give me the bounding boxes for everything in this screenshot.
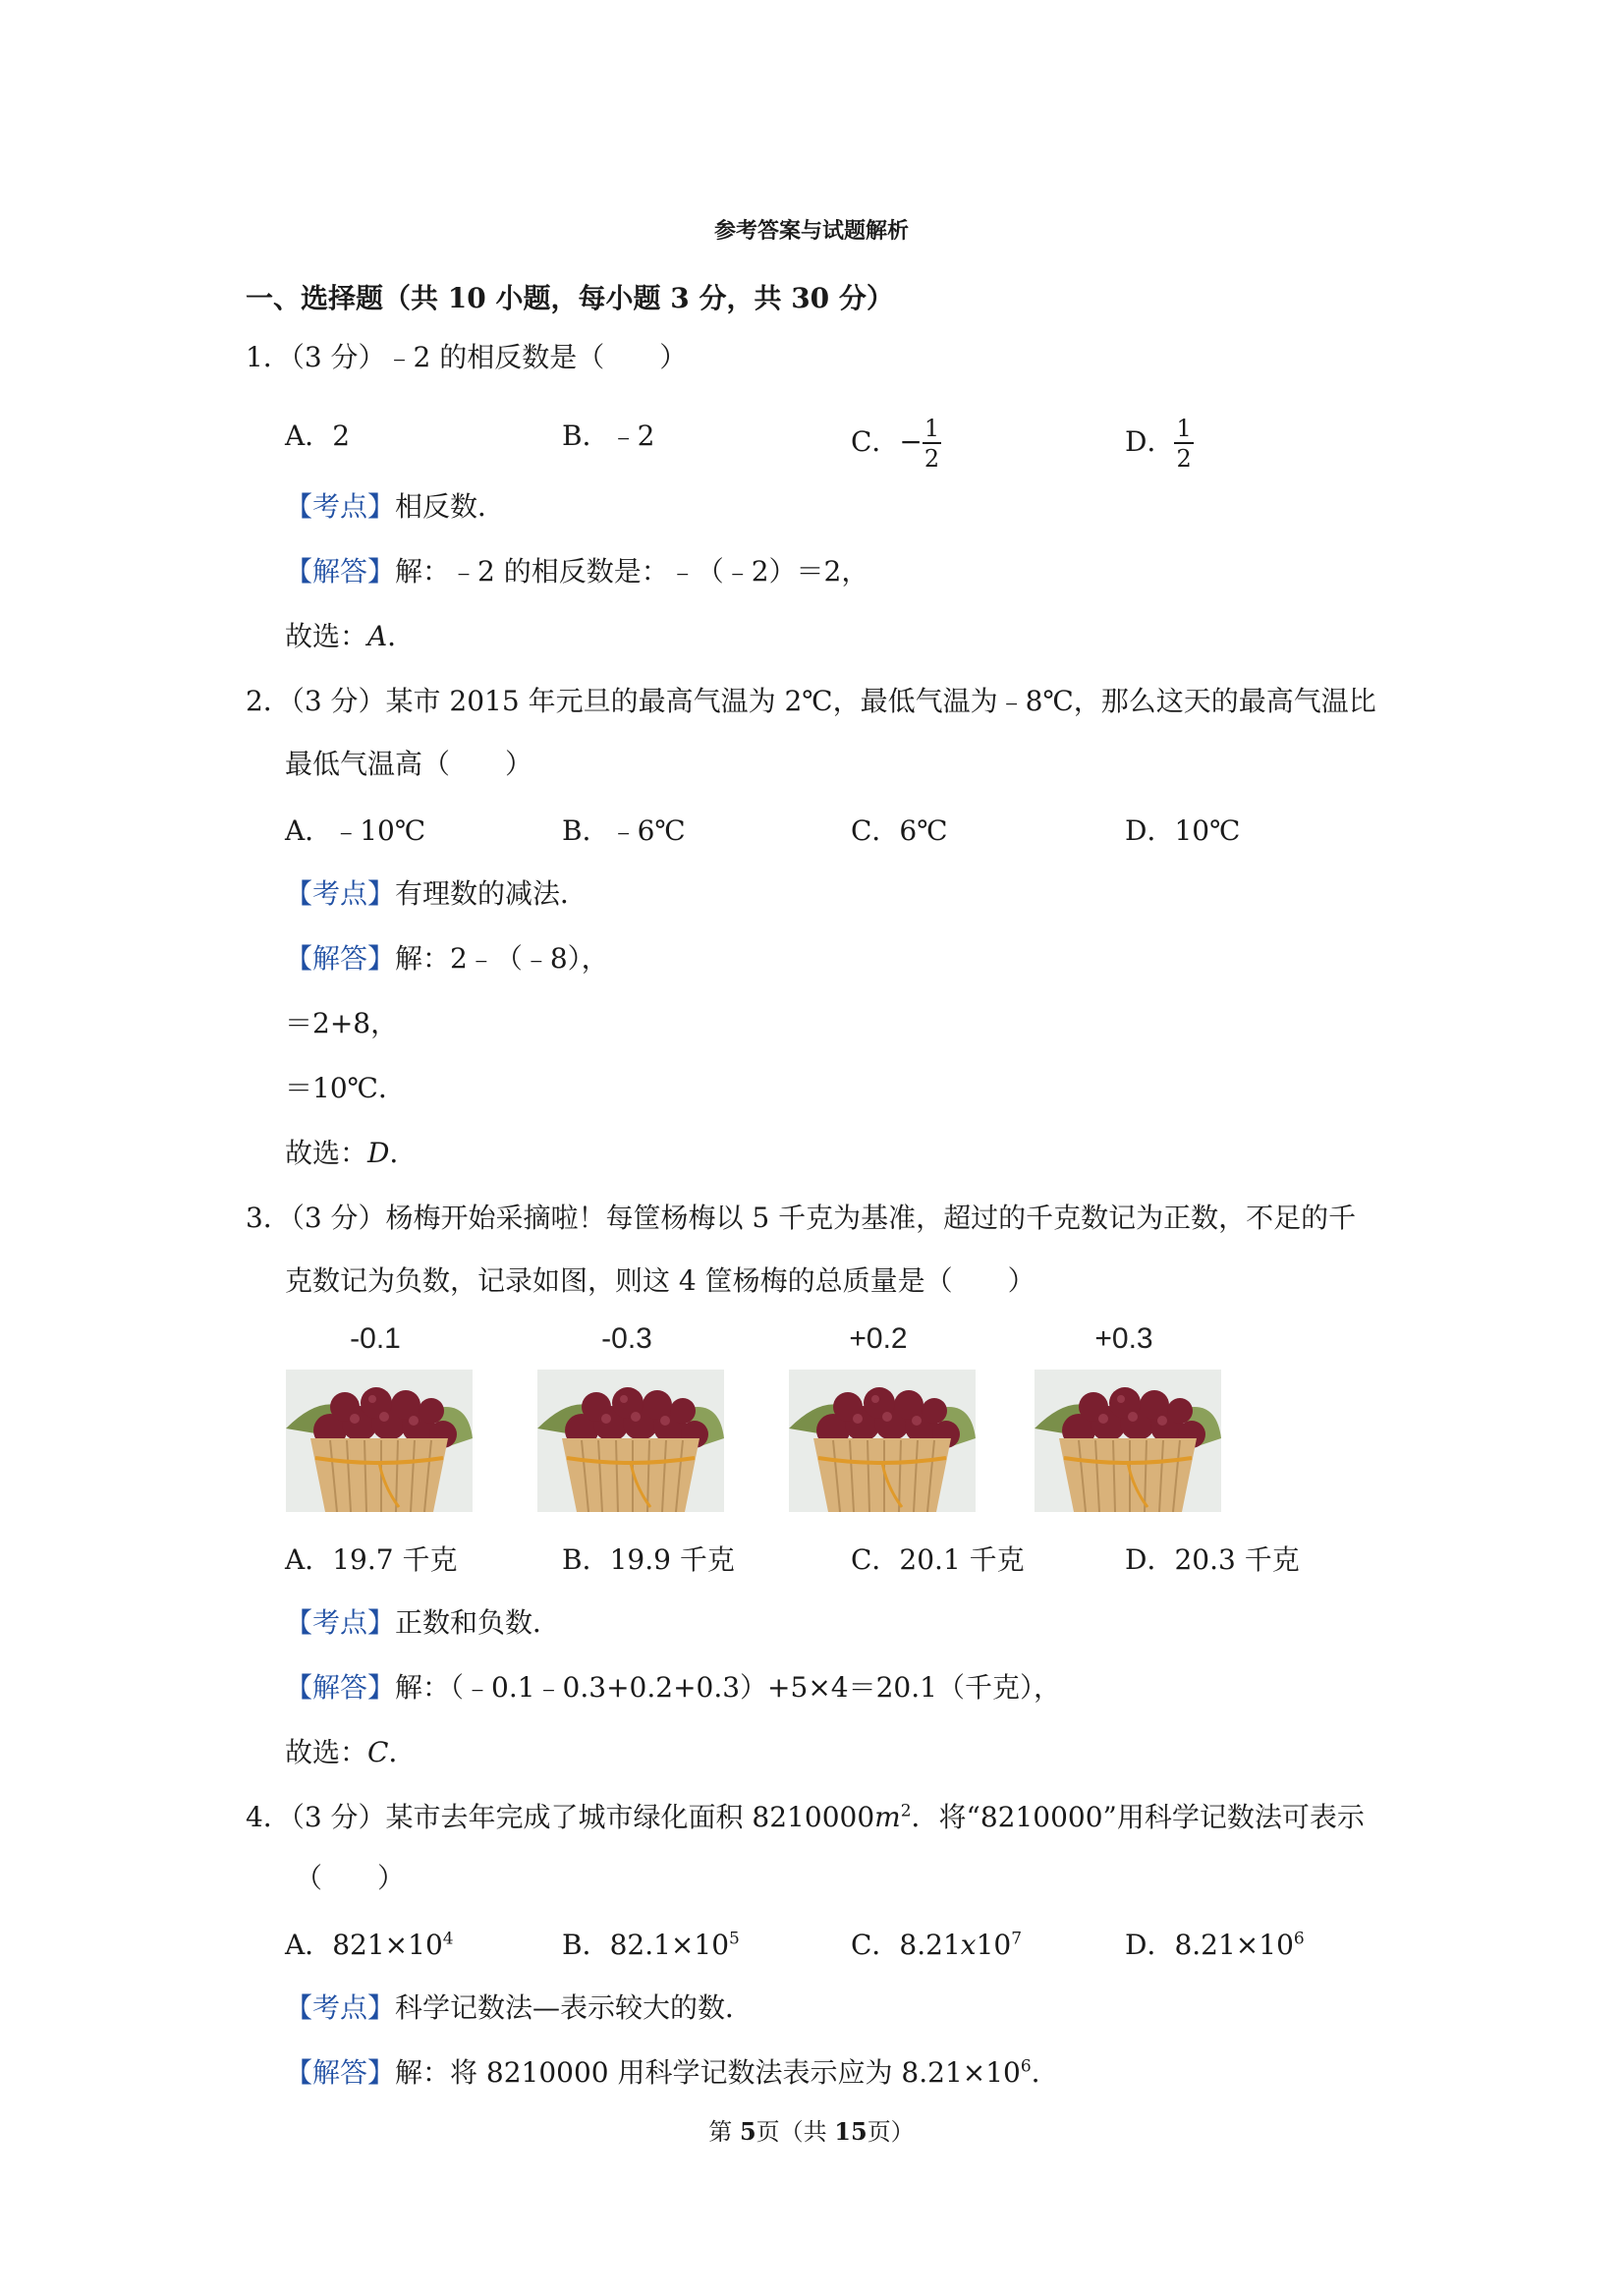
q3-option-d: D．20.3 千克	[1125, 1543, 1300, 1576]
q4-option-b-base: B．82.1×10	[562, 1929, 730, 1961]
q4-option-c-exponent: 7	[1011, 1929, 1023, 1949]
q4-stem-suffix: ．将“8210000”用科学记数法可表示	[911, 1801, 1365, 1833]
kaodian-label: 【考点】	[285, 490, 396, 523]
q1-answer	[285, 617, 415, 656]
q1-option-c	[851, 417, 941, 471]
q3-kaodian-text: 正数和负数．	[395, 1606, 561, 1639]
q1-option-b: B．﹣2	[562, 420, 655, 452]
q3-answer-suffix: ．	[388, 1736, 417, 1768]
q3-stem-line2: 克数记为负数，记录如图，则这 4 筐杨梅的总质量是（ ）	[285, 1264, 1035, 1297]
q4-option-d	[1125, 1926, 1305, 1965]
q4-option-b-exponent: 5	[729, 1929, 740, 1949]
page-footer	[0, 2112, 1623, 2147]
q2-answer-suffix: ．	[389, 1137, 418, 1169]
q1-option-d-fraction	[1174, 417, 1193, 471]
q4-jieda-exponent: 6	[1020, 2056, 1032, 2077]
q4-stem-line1	[246, 1798, 1365, 1837]
kaodian-label: 【考点】	[285, 1606, 396, 1639]
jieda-label: 【解答】	[285, 942, 396, 975]
q3-stem-line1: 3．（3 分）杨梅开始采摘啦！每筐杨梅以 5 千克为基准，超过的千克数记为正数，不足的千	[246, 1202, 1357, 1234]
q4-kaodian-text: 科学记数法—表示较大的数．	[395, 1991, 754, 2024]
footer-pre: 第	[708, 2118, 740, 2146]
basket-label-3: +0.2	[849, 1322, 908, 1355]
q1-option-d-prefix: D．	[1125, 425, 1175, 458]
footer-page-number: 5	[739, 2117, 756, 2146]
q1-option-d-numerator: 1	[1176, 415, 1192, 442]
q4-option-b	[562, 1926, 740, 1965]
q1-option-c-numerator: 1	[923, 415, 940, 442]
q3-answer-prefix: 故选：	[285, 1736, 368, 1768]
q4-jieda-text: 解：将 8210000 用科学记数法表示应为 8.21×10	[395, 2056, 1021, 2089]
q2-answer-prefix: 故选：	[285, 1137, 368, 1169]
q4-option-a-exponent: 4	[442, 1929, 454, 1949]
q2-option-c: C．6℃	[851, 814, 948, 847]
q4-option-c	[851, 1926, 1022, 1965]
q2-kaodian	[285, 874, 588, 914]
bayberry-basket-image-3	[789, 1370, 976, 1512]
q4-option-c-x: x	[960, 1929, 977, 1961]
q1-jieda-text: 解：﹣2 的相反数是：﹣（﹣2）＝2，	[395, 555, 869, 588]
section-heading: 一、选择题（共 10 小题，每小题 3 分，共 30 分）	[246, 282, 894, 314]
q2-stem-line1: 2．（3 分）某市 2015 年元旦的最高气温为 2℃，最低气温为﹣8℃，那么这天的最高气温比	[246, 685, 1376, 717]
q4-jieda	[285, 2053, 1059, 2093]
q4-stem-unit: m	[874, 1801, 901, 1833]
q3-jieda	[285, 1668, 1061, 1708]
footer-mid: 页（共	[756, 2118, 835, 2146]
page-title: 参考答案与试题解析	[713, 218, 909, 244]
q2-kaodian-text: 有理数的减法．	[395, 877, 588, 910]
q1-option-d-denominator: 2	[1176, 445, 1192, 473]
q3-option-c: C．20.1 千克	[851, 1543, 1025, 1576]
q2-step2: ＝10℃．	[285, 1072, 406, 1104]
q1-option-c-prefix: C．−	[851, 425, 923, 458]
q2-answer-letter: D	[367, 1137, 390, 1169]
q4-kaodian	[285, 1988, 753, 2028]
q1-answer-letter: A	[367, 620, 388, 652]
jieda-label: 【解答】	[285, 2056, 396, 2089]
footer-post: 页）	[867, 2118, 915, 2146]
q2-option-d: D．10℃	[1125, 814, 1241, 847]
q1-option-c-denominator: 2	[923, 445, 940, 473]
q4-stem-line2: （ ）	[295, 1862, 406, 1894]
q1-option-d	[1125, 417, 1194, 471]
q3-answer	[285, 1733, 416, 1772]
q3-option-b: B．19.9 千克	[562, 1543, 735, 1576]
q2-step1: ＝2+8，	[285, 1007, 399, 1039]
q4-option-a	[285, 1926, 454, 1965]
q4-option-a-base: A．821×10	[285, 1929, 443, 1961]
q2-stem-line2: 最低气温高（ ）	[285, 748, 533, 780]
bayberry-basket-image-2	[537, 1370, 724, 1512]
q4-option-d-base: D．8.21×10	[1125, 1929, 1294, 1961]
q3-option-a: A．19.7 千克	[285, 1543, 458, 1576]
q4-option-d-exponent: 6	[1293, 1929, 1305, 1949]
q2-jieda-text: 解：2﹣（﹣8），	[395, 942, 609, 975]
q1-answer-prefix: 故选：	[285, 620, 368, 652]
q1-jieda	[285, 552, 868, 591]
q3-answer-letter: C	[367, 1736, 389, 1768]
jieda-label: 【解答】	[285, 555, 396, 588]
q4-option-c-base: 10	[976, 1929, 1012, 1961]
q4-jieda-suffix: ．	[1031, 2056, 1059, 2089]
footer-total-pages: 15	[834, 2117, 867, 2146]
q1-answer-suffix: ．	[387, 620, 416, 652]
q1-stem: 1．（3 分）﹣2 的相反数是（ ）	[246, 341, 688, 373]
q2-option-b: B．﹣6℃	[562, 814, 686, 847]
q1-kaodian-text: 相反数．	[395, 490, 506, 523]
q3-jieda-text: 解：（﹣0.1﹣0.3+0.2+0.3）+5×4＝20.1（千克），	[395, 1671, 1061, 1704]
basket-label-4: +0.3	[1094, 1322, 1153, 1355]
q1-option-a: A．2	[285, 420, 351, 452]
q4-stem-unit-exponent: 2	[900, 1801, 912, 1821]
q4-stem-prefix: 4．（3 分）某市去年完成了城市绿化面积 8210000	[246, 1801, 875, 1833]
jieda-label: 【解答】	[285, 1671, 396, 1704]
kaodian-label: 【考点】	[285, 877, 396, 910]
q1-kaodian	[285, 487, 505, 527]
q4-option-c-pre: C．8.21	[851, 1929, 961, 1961]
bayberry-basket-image-4	[1035, 1370, 1221, 1512]
basket-label-2: -0.3	[601, 1322, 652, 1355]
q1-option-c-fraction	[923, 417, 941, 471]
q2-jieda	[285, 939, 609, 979]
q2-option-a: A．﹣10℃	[285, 814, 426, 847]
q3-kaodian	[285, 1603, 560, 1643]
bayberry-basket-image-1	[286, 1370, 473, 1512]
q2-answer	[285, 1134, 417, 1173]
kaodian-label: 【考点】	[285, 1991, 396, 2024]
basket-label-1: -0.1	[350, 1322, 401, 1355]
